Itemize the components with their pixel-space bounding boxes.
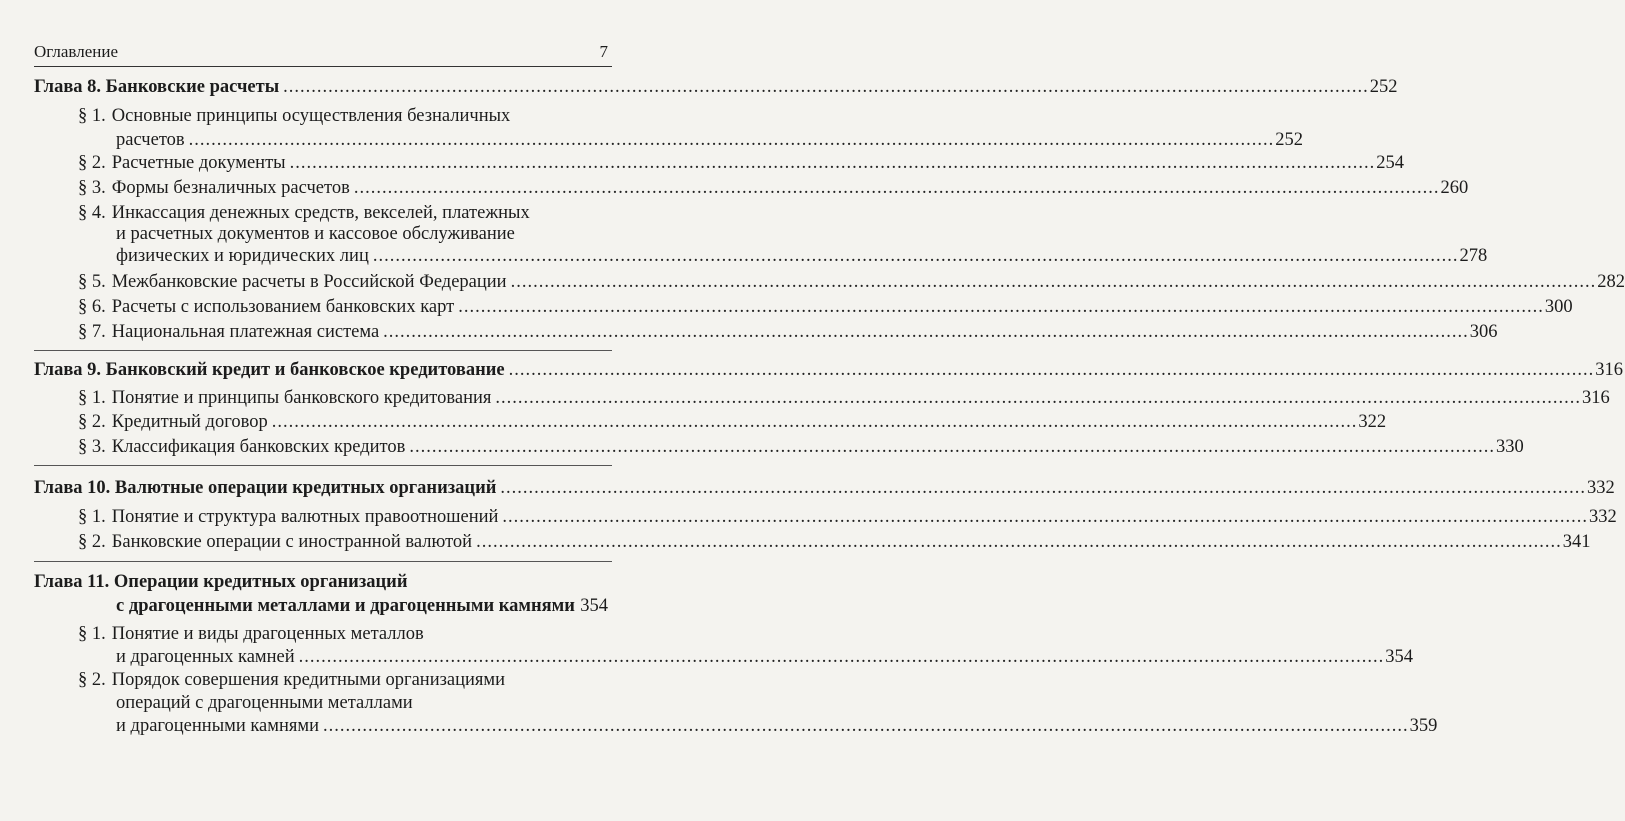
section-number: § 1.: [78, 106, 106, 126]
section-title: Порядок совершения кредитными организациями: [111, 670, 506, 690]
section-number: § 3.: [78, 178, 106, 198]
section-page: 254: [1376, 153, 1404, 173]
toc-section-8-3: [78, 176, 1469, 200]
header-rule: [34, 66, 612, 67]
toc-section-11-1: [116, 645, 1414, 669]
section-title-cont: расчетов: [116, 130, 185, 150]
toc-section-8-5: [78, 270, 1625, 294]
section-number: § 1.: [78, 507, 106, 527]
section-title: Понятие и структура валютных правоотношений: [111, 507, 499, 527]
section-page: 306: [1469, 322, 1498, 342]
section-title: Основные принципы осуществления безналичных: [111, 106, 511, 126]
section-page: 341: [1562, 532, 1591, 552]
toc-section-8-4: [116, 244, 1488, 268]
section-number: § 2.: [78, 670, 106, 690]
toc-section-10-2: [78, 530, 1591, 554]
toc-section-8-2: [78, 151, 1404, 175]
section-title-cont: операций с драгоценными металлами: [116, 693, 413, 713]
toc-chapter-11-line-1: [34, 570, 407, 594]
chapter-title: Глава 9. Банковский кредит и банковское кредитование: [34, 360, 505, 380]
chapter-page: 332: [1587, 478, 1615, 498]
toc-chapter-11: [116, 594, 608, 618]
section-number: § 1.: [78, 388, 106, 408]
chapter-page: 252: [1369, 77, 1398, 97]
leader-dots: .................................................................................................................................................................................................: [188, 130, 1275, 150]
toc-section-9-1: [78, 386, 1610, 410]
running-head: Оглавление: [34, 42, 118, 61]
chapter-page: 354: [580, 596, 608, 616]
toc-section-11-1-line-1: [78, 622, 424, 646]
leader-dots: .................................................................................................................................................................................................: [409, 437, 1495, 457]
section-title: Национальная платежная система: [111, 322, 380, 342]
section-title: Инкассация денежных средств, векселей, платежных: [111, 203, 530, 223]
toc-section-11-2-line-1: [78, 668, 505, 692]
toc-chapter-9: [34, 358, 1623, 382]
section-number: § 1.: [78, 624, 106, 644]
section-title: Классификация банковских кредитов: [111, 437, 406, 457]
section-page: 359: [1409, 716, 1438, 736]
toc-section-8-1: [116, 128, 1304, 152]
chapter-title: Глава 11. Операции кредитных организаций: [34, 572, 408, 592]
leader-dots: .................................................................................................................................................................................................: [476, 532, 1562, 552]
toc-section-11-2: [116, 714, 1438, 738]
leader-dots: .................................................................................................................................................................................................: [323, 716, 1409, 736]
section-title: Понятие и виды драгоценных металлов: [111, 624, 424, 644]
section-title-cont: и расчетных документов и кассовое обслуживание: [116, 224, 515, 244]
section-title-cont: и драгоценных камней: [116, 647, 295, 667]
toc-section-8-4-line-2: [116, 222, 515, 246]
section-title: Формы безналичных расчетов: [111, 178, 350, 198]
section-page: 252: [1275, 130, 1304, 150]
chapter-title-cont: с драгоценными металлами и драгоценными камнями: [116, 596, 575, 616]
leader-dots: .................................................................................................................................................................................................: [510, 272, 1597, 292]
chapter-title: Глава 10. Валютные операции кредитных организаций: [34, 478, 497, 498]
chapter-title: Глава 8. Банковские расчеты: [34, 77, 280, 97]
section-title-cont: и драгоценными камнями: [116, 716, 319, 736]
leader-dots: .................................................................................................................................................................................................: [500, 478, 1587, 498]
section-title: Банковские операции с иностранной валютой: [111, 532, 473, 552]
section-title: Кредитный договор: [111, 412, 268, 432]
leader-dots: .................................................................................................................................................................................................: [458, 297, 1544, 317]
toc-section-9-2: [78, 410, 1387, 434]
page-header: [34, 42, 608, 62]
leader-dots: .................................................................................................................................................................................................: [372, 246, 1459, 266]
section-number: § 4.: [78, 203, 106, 223]
section-page: 332: [1589, 507, 1617, 527]
section-number: § 5.: [78, 272, 106, 292]
section-page: 300: [1544, 297, 1573, 317]
leader-dots: .................................................................................................................................................................................................: [289, 153, 1376, 173]
section-page: 322: [1358, 412, 1387, 432]
toc-section-9-3: [78, 435, 1524, 459]
toc-section-11-2-line-2: [116, 691, 413, 715]
section-number: § 6.: [78, 297, 106, 317]
toc-chapter-10: [34, 476, 1615, 500]
section-page: 354: [1385, 647, 1414, 667]
toc-section-8-1-line-1: [78, 104, 510, 128]
section-page: 316: [1582, 388, 1610, 408]
toc-chapter-8: [34, 75, 1398, 99]
section-number: § 2.: [78, 412, 106, 432]
chapter-page: 316: [1595, 360, 1623, 380]
page-number: 7: [599, 42, 608, 61]
section-page: 330: [1496, 437, 1524, 457]
section-title-cont: физических и юридических лиц: [116, 246, 369, 266]
leader-dots: .................................................................................................................................................................................................: [271, 412, 1358, 432]
chapter-separator: [34, 465, 612, 466]
section-title: Расчеты с использованием банковских карт: [111, 297, 455, 317]
toc-section-8-7: [78, 320, 1498, 344]
leader-dots: .................................................................................................................................................................................................: [508, 360, 1595, 380]
section-number: § 7.: [78, 322, 106, 342]
leader-dots: .................................................................................................................................................................................................: [383, 322, 1469, 342]
chapter-separator: [34, 561, 612, 562]
section-number: § 2.: [78, 532, 106, 552]
section-number: § 3.: [78, 437, 106, 457]
leader-dots: .................................................................................................................................................................................................: [495, 388, 1582, 408]
section-page: 260: [1440, 178, 1469, 198]
section-number: § 2.: [78, 153, 106, 173]
section-page: 282: [1597, 272, 1625, 292]
chapter-separator: [34, 350, 612, 351]
toc-section-10-1: [78, 505, 1617, 529]
section-title: Межбанковские расчеты в Российской Федерации: [111, 272, 507, 292]
leader-dots: .................................................................................................................................................................................................: [298, 647, 1385, 667]
leader-dots: .................................................................................................................................................................................................: [283, 77, 1369, 97]
section-title: Понятие и принципы банковского кредитования: [111, 388, 492, 408]
section-page: 278: [1459, 246, 1488, 266]
toc-section-8-6: [78, 295, 1573, 319]
leader-dots: .................................................................................................................................................................................................: [502, 507, 1589, 527]
section-title: Расчетные документы: [111, 153, 286, 173]
leader-dots: .................................................................................................................................................................................................: [353, 178, 1440, 198]
